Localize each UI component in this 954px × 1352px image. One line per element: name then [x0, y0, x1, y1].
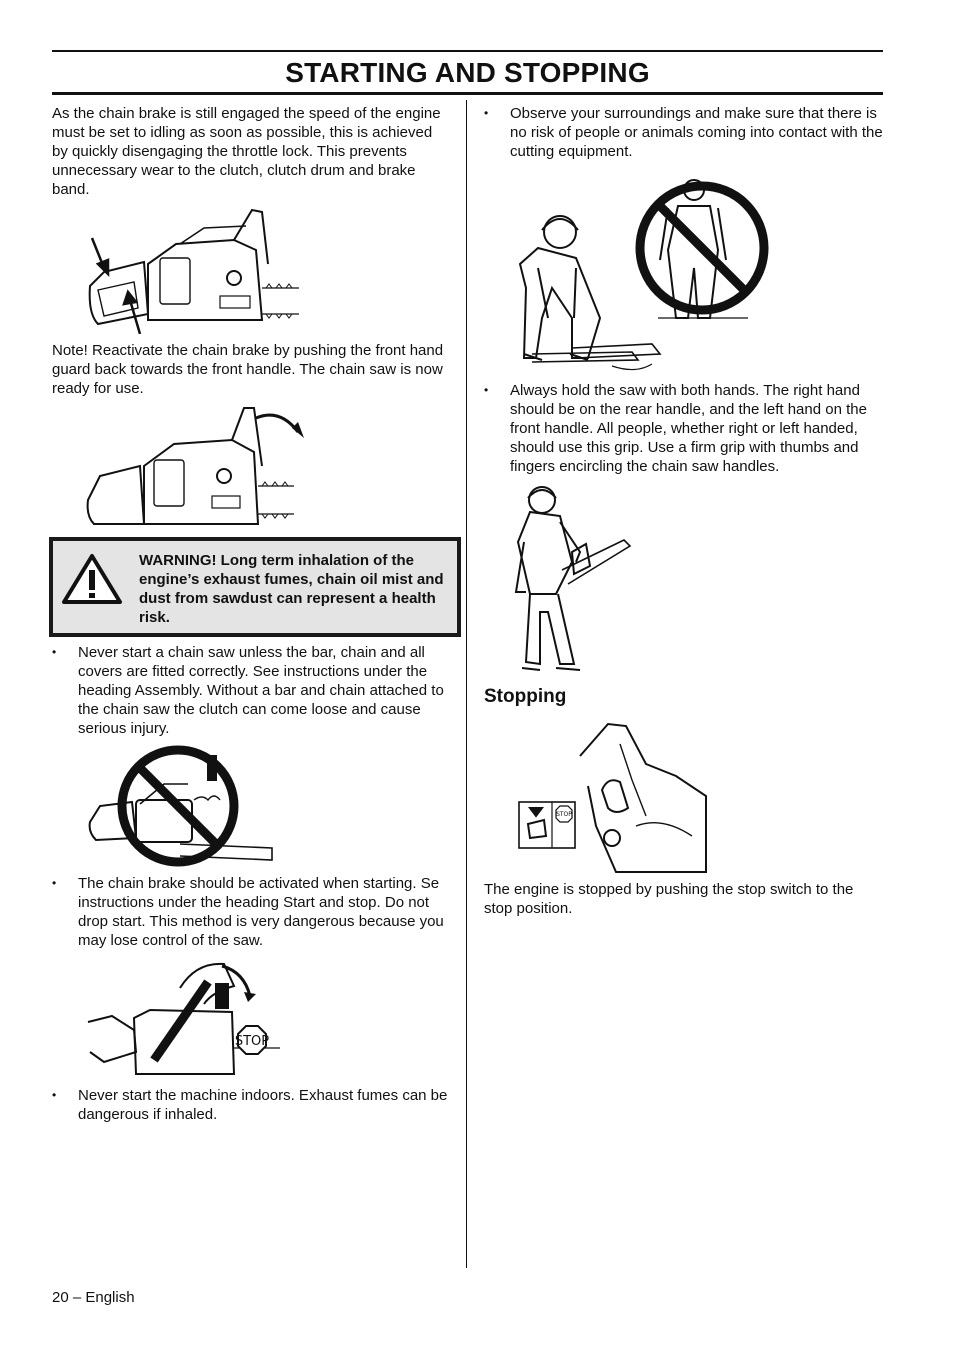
column-divider — [466, 100, 467, 1268]
chain-brake-release-illustration — [84, 204, 304, 334]
bullet-text: Never start a chain saw unless the bar, chain and all covers are fitted correctly. See instructions under the heading Assembly. Without a bar and chain attached to the chain saw the clutch can come loose and cause serious injury. — [78, 644, 444, 737]
two-handed-grip-illustration — [510, 482, 636, 680]
bullet-text: Observe your surroundings and make sure that there is no risk of people or animals coming into contact with the cutting equipment. — [510, 105, 883, 160]
page-footer: 20 – English — [52, 1289, 135, 1306]
list-item — [52, 874, 452, 950]
list-item — [52, 1086, 452, 1124]
list-item — [52, 643, 452, 738]
stop-switch-illustration — [516, 716, 710, 876]
keep-distance-illustration — [512, 168, 772, 376]
stopping-heading: Stopping — [484, 686, 567, 707]
bullet-marker: • — [52, 1088, 57, 1102]
bullet-text: Always hold the saw with both hands. The right hand should be on the rear handle, and the left hand on the front handle. All people, whether right or left handed, should use this grip. Use a firm grip with thumbs and fingers encircling the chain saw handles. — [510, 382, 867, 475]
bullet-marker: • — [52, 645, 57, 659]
stop-switch-label: STOP — [556, 811, 572, 818]
bullet-marker: • — [484, 383, 489, 397]
drop-start-prohibited-illustration — [84, 956, 284, 1080]
reactivate-chain-brake-illustration — [84, 404, 308, 530]
intro-paragraph: As the chain brake is still engaged the speed of the engine must be set to idling as soon as possible, this is achieved by quickly disengaging the throttle lock. This prevents unnecessary wear to the clutch, clutch drum and brake band. — [52, 105, 441, 198]
warning-triangle-icon — [61, 553, 123, 605]
title-underline — [52, 92, 883, 95]
bullet-text: The chain brake should be activated when starting. Se instructions under the heading Start and stop. Do not drop start. This method is very dangerous because you may lose control of the saw. — [78, 875, 444, 949]
saw-without-bar-prohibited-illustration — [84, 744, 278, 870]
page-title: STARTING AND STOPPING — [285, 57, 650, 88]
bullet-text: Never start the machine indoors. Exhaust fumes can be dangerous if inhaled. — [78, 1087, 448, 1123]
bullet-marker: • — [52, 876, 57, 890]
list-item — [484, 104, 884, 161]
warning-box — [49, 537, 461, 637]
stopping-paragraph: The engine is stopped by pushing the stop switch to the stop position. — [484, 881, 854, 917]
warning-text: WARNING! Long term inhalation of the engine’s exhaust fumes, chain oil mist and dust from sawdust can represent a health risk. — [139, 552, 444, 626]
list-item — [484, 381, 884, 476]
bullet-marker: • — [484, 106, 489, 120]
note-paragraph: Note! Reactivate the chain brake by pushing the front hand guard back towards the front handle. The chain saw is now ready for use. — [52, 342, 444, 397]
stop-sign-label: STOP — [234, 1034, 270, 1049]
top-rule — [52, 50, 883, 52]
